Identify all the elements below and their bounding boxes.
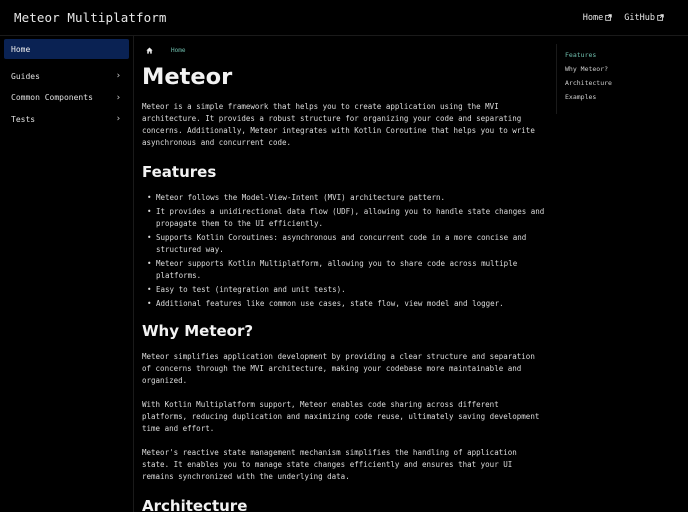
list-item: • Easy to test (integration and unit tests). — [142, 284, 548, 296]
header-link-github-label: GitHub — [624, 12, 655, 23]
external-link-icon — [657, 14, 664, 21]
sidebar-item-label: Common Components — [11, 93, 93, 102]
chevron-right-icon: › — [115, 92, 121, 103]
intro-paragraph: Meteor is a simple framework that helps you to create application using the MVI architecture. It provides a robust structure for organizing your code and separating concerns. Additionally, Meteor integrates with Kotlin Coroutine that helps you to write asynchronous and concurrent code. — [142, 102, 535, 147]
features-list — [142, 192, 548, 310]
features-heading: Features — [142, 163, 217, 181]
header-link-home-label: Home — [582, 12, 604, 23]
why-paragraph-2: With Kotlin Multiplatform support, Meteor enables code sharing across different platforms, reducing duplication and maximizing code reuse, ultimately saving development time and effort. — [142, 400, 540, 433]
list-item: • Meteor follows the Model-View-Intent (MVI) architecture pattern. — [142, 192, 548, 204]
top-header — [0, 0, 688, 36]
header-link-home[interactable] — [583, 13, 612, 23]
toc-item-architecture[interactable]: Architecture — [565, 79, 612, 87]
toc-item-why-meteor[interactable]: Why Meteor? — [565, 65, 609, 73]
site-title[interactable]: Meteor Multiplatform — [14, 10, 167, 25]
chevron-right-icon: › — [115, 71, 121, 81]
sidebar-item-label: Home — [11, 44, 31, 54]
table-of-contents — [556, 44, 688, 114]
sidebar-item-common-components[interactable] — [4, 88, 129, 108]
sidebar-item-label: Guides — [11, 71, 40, 81]
toc-item-examples[interactable]: Examples — [565, 93, 597, 101]
list-item: • Additional features like common use cases, state flow, view model and logger. — [142, 298, 548, 310]
chevron-right-icon: › — [115, 114, 121, 124]
list-item: • Meteor supports Kotlin Multiplatform, allowing you to share code across multiple platforms. — [142, 258, 548, 282]
main-content — [134, 36, 556, 512]
sidebar-item-label: Tests — [11, 114, 36, 124]
why-paragraph-3: Meteor's reactive state management mechanism simplifies the handling of application state. It enables you to manage state changes efficiently and ensures that your UI remains synchronized with the underlying data. — [142, 448, 517, 481]
list-item: • Supports Kotlin Coroutines: asynchronous and concurrent code in a more concise and structured way. — [142, 232, 548, 256]
header-nav — [583, 13, 674, 23]
why-meteor-heading: Why Meteor? — [142, 322, 254, 340]
home-icon[interactable] — [146, 47, 153, 54]
why-paragraph-1: Meteor simplifies application development by providing a clear structure and separation of concerns through the MVI architecture, making your codebase more maintainable and organized. — [142, 352, 535, 385]
toc-item-features[interactable]: Features — [565, 51, 597, 59]
sidebar — [0, 36, 134, 512]
breadcrumb-current: Home — [171, 46, 186, 54]
header-link-github[interactable] — [624, 13, 664, 23]
list-item: • It provides a unidirectional data flow (UDF), allowing you to handle state changes and propagate them to the UI efficiently. — [142, 206, 548, 230]
external-link-icon — [605, 14, 612, 21]
page-title: Meteor — [142, 64, 233, 90]
sidebar-item-tests[interactable] — [4, 109, 129, 129]
sidebar-item-guides[interactable] — [4, 66, 129, 86]
architecture-heading: Architecture — [142, 497, 248, 512]
breadcrumb — [146, 44, 548, 56]
sidebar-item-home[interactable] — [4, 39, 129, 59]
